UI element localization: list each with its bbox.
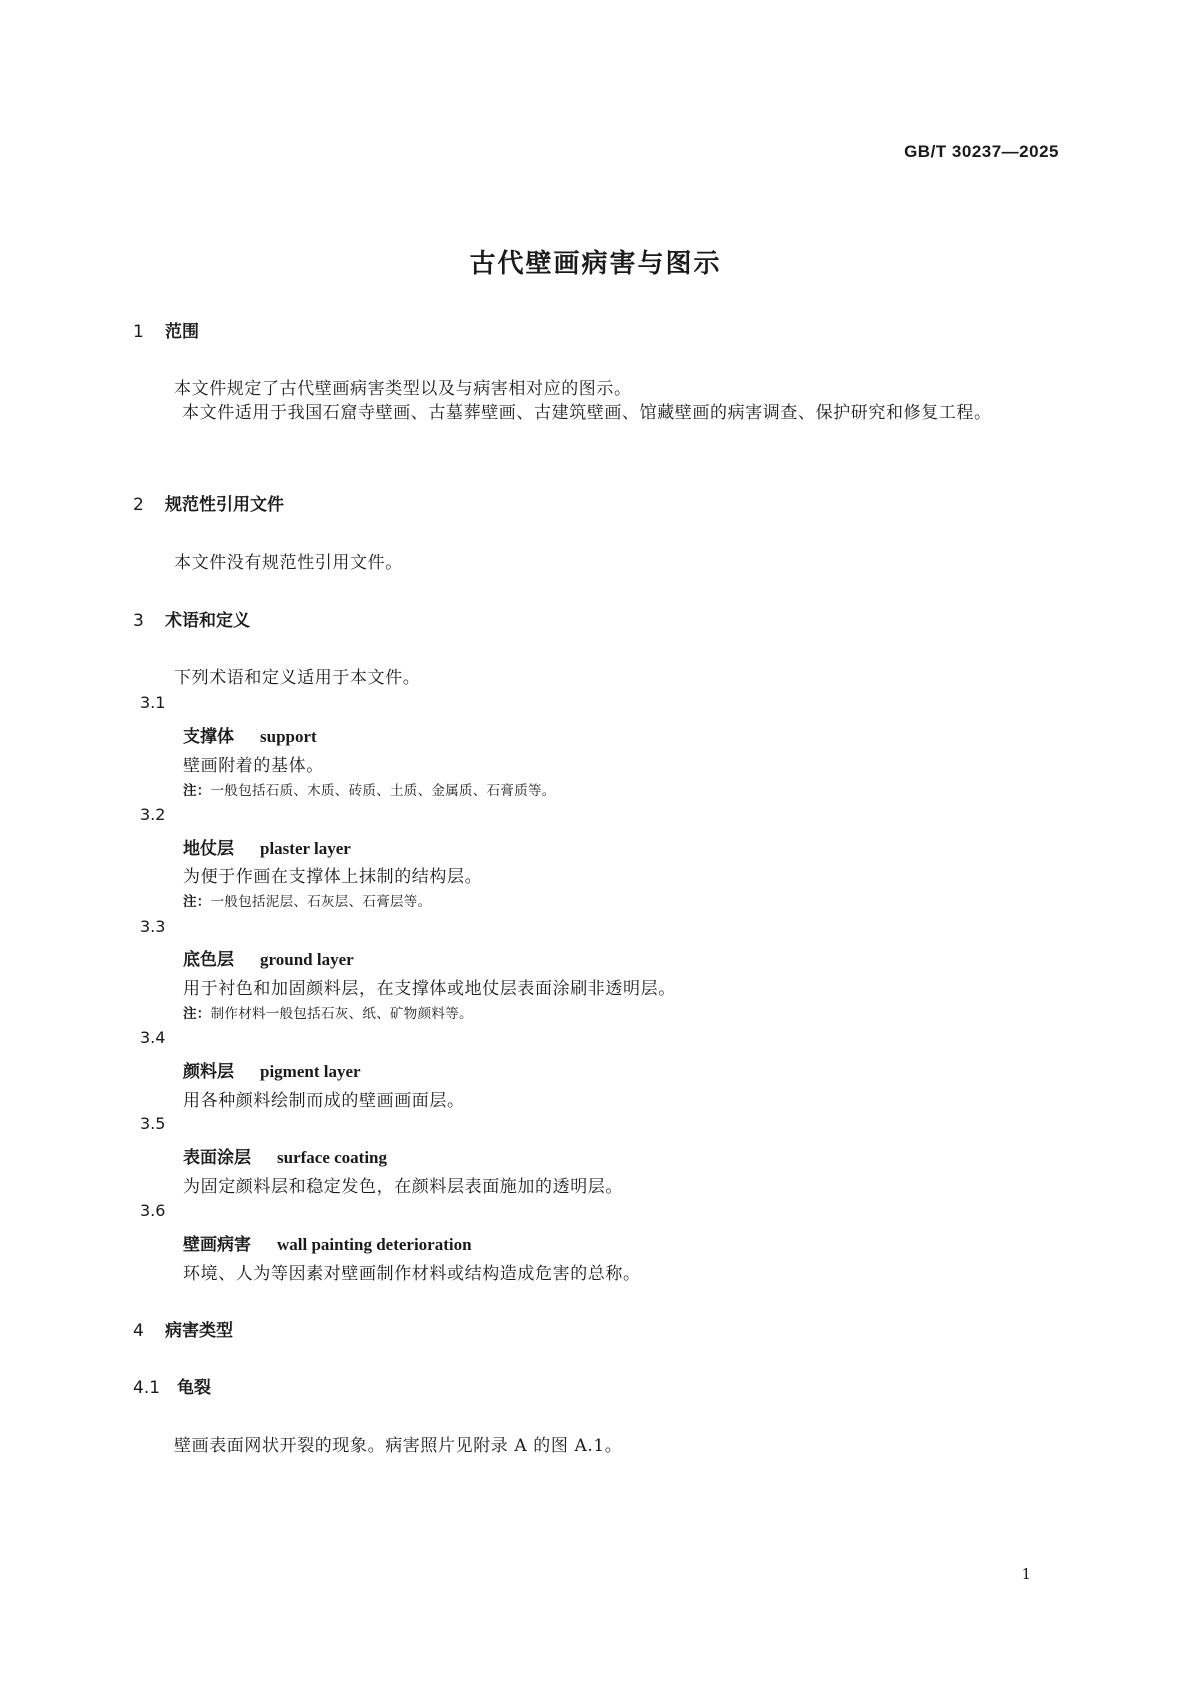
document-title: 古代壁画病害与图示 [469,249,722,279]
term-heading [183,722,317,747]
term-heading [183,1057,361,1082]
section-title: 术语和定义 [165,611,250,631]
term-definition: 环境、人为等因素对壁画制作材料或结构造成危害的总称。 [183,1264,641,1284]
term-en: support [260,727,317,746]
term-zh: 支撑体 [183,727,234,747]
section-heading-2 [133,490,284,515]
page-number: 1 [1021,1565,1031,1583]
subsection-title: 龟裂 [177,1378,211,1398]
term-number: 3.6 [140,1201,166,1220]
term-number: 3.2 [140,805,166,824]
section-title: 范围 [165,322,199,342]
term-en: ground layer [260,950,354,969]
term-number: 3.5 [140,1114,166,1133]
note-text: 一般包括石质、木质、砖质、土质、金属质、石膏质等。 [210,783,556,799]
term-zh: 地仗层 [183,839,234,859]
subsection-4-1-text: 壁画表面网状开裂的现象。病害照片见附录 A 的图 A.1。 [174,1436,623,1456]
term-note [183,890,431,910]
term-note [183,779,556,799]
term-zh: 表面涂层 [183,1148,251,1168]
term-definition: 用于衬色和加固颜料层，在支撑体或地仗层表面涂刷非透明层。 [183,979,676,999]
terms-intro: 下列术语和定义适用于本文件。 [174,668,421,688]
term-number: 3.1 [140,693,166,712]
term-zh: 颜料层 [183,1062,234,1082]
normative-paragraph: 本文件没有规范性引用文件。 [174,553,403,573]
section-number: 2 [133,495,144,515]
section-number: 1 [133,322,144,342]
term-heading [183,834,351,859]
section-title: 病害类型 [165,1321,233,1341]
term-note [183,1002,473,1022]
term-en: plaster layer [260,839,351,858]
subsection-heading-4-1 [133,1373,211,1398]
term-number: 3.4 [140,1028,166,1047]
term-en: pigment layer [260,1062,361,1081]
section-title: 规范性引用文件 [165,495,284,515]
section-heading-1 [133,317,199,342]
note-label: 注： [183,1006,211,1022]
term-number: 3.3 [140,917,166,936]
scope-paragraph-2: 本文件适用于我国石窟寺壁画、古墓葬壁画、古建筑壁画、馆藏壁画的病害调查、保护研究和修复工程。 [182,403,992,423]
term-heading [183,1143,387,1168]
note-label: 注： [183,894,211,910]
note-text: 制作材料一般包括石灰、纸、矿物颜料等。 [210,1006,473,1022]
term-definition: 为便于作画在支撑体上抹制的结构层。 [183,867,483,887]
term-heading [183,1230,472,1255]
note-text: 一般包括泥层、石灰层、石膏层等。 [210,894,432,910]
term-zh: 壁画病害 [183,1235,251,1255]
section-number: 3 [133,611,144,631]
term-en: wall painting deterioration [277,1235,472,1254]
scope-paragraph-1: 本文件规定了古代壁画病害类型以及与病害相对应的图示。 [174,379,632,399]
subsection-number: 4.1 [133,1378,161,1398]
section-number: 4 [133,1321,144,1341]
term-heading [183,945,354,970]
section-heading-3 [133,606,250,631]
term-definition: 壁画附着的基体。 [183,756,324,776]
term-definition: 为固定颜料层和稳定发色，在颜料层表面施加的透明层。 [183,1177,623,1197]
note-label: 注： [183,783,211,799]
term-en: surface coating [277,1148,388,1167]
standard-code: GB/T 30237—2025 [904,142,1059,161]
section-heading-4 [133,1316,233,1341]
term-definition: 用各种颜料绘制而成的壁画画面层。 [183,1091,465,1111]
term-zh: 底色层 [183,950,234,970]
